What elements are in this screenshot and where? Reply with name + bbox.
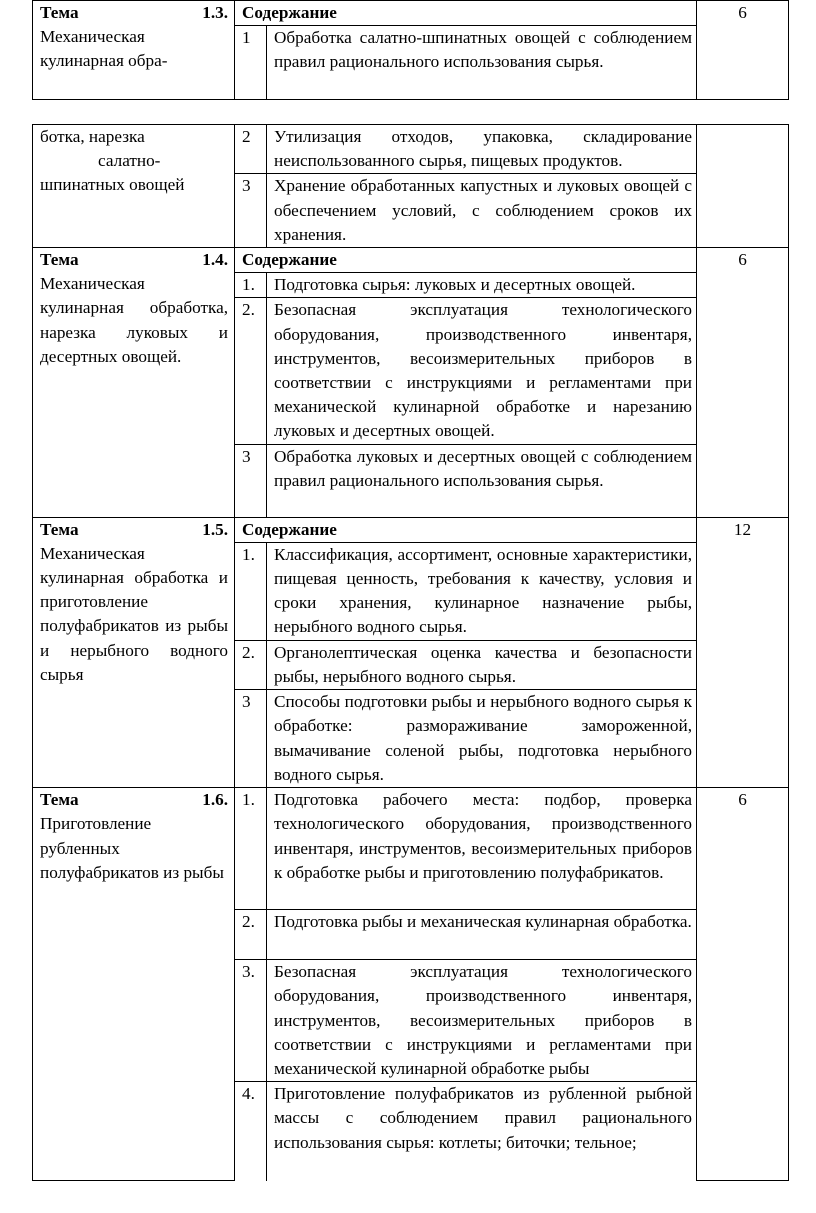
tema-title-continued-3: шпинатных овощей — [40, 175, 185, 195]
item-text: Безопасная эксплуатация технологического оборудования, производственного инвентаря, инструментов, весоизмерительных приборов в соответствии с инструкциями и регламентами при механической кулинарной обработке и нарезанию луковых и десертных овощей. — [267, 298, 697, 444]
tema-1-5-cell — [33, 517, 235, 788]
tema-1-6-cell — [33, 788, 235, 1181]
item-text: Обработка салатно-шпинатных овощей с соблюдением правил рационального использования сырья. — [267, 26, 697, 100]
item-number: 2. — [235, 298, 267, 444]
tema-1-3-continued-cell — [33, 125, 235, 248]
tema-title: Механическая кулинарная обработка и приготовление полуфабрикатов из рыбы и нерыбного водного сырья — [40, 543, 228, 684]
item-text: Утилизация отходов, упаковка, складирование неиспользованного сырья, пищевых продуктов. — [267, 125, 697, 174]
item-number: 1 — [235, 26, 267, 100]
item-text: Безопасная эксплуатация технологического оборудования, производственного инвентаря, инструментов, весоизмерительных приборов в соответствии с инструкциями и регламентами при механической кулинарной обработке рыбы — [267, 960, 697, 1082]
item-number: 2 — [235, 125, 267, 174]
tema-title-continued-1: ботка, нарезка — [40, 127, 145, 146]
item-text: Подготовка сырья: луковых и десертных овощей. — [267, 273, 697, 298]
item-text: Приготовление полуфабрикатов из рубленной рыбной массы с соблюдением правил рационального использования сырья: котлеты; биточки; тельное; — [267, 1082, 697, 1181]
item-text: Хранение обработанных капустных и луковых овощей с обеспечением условий, с соблюдением сроков их хранения. — [267, 174, 697, 248]
item-number: 3. — [235, 960, 267, 1082]
item-number: 2. — [235, 910, 267, 960]
content-header: Содержание — [235, 1, 697, 26]
tema-title: Механическая кулинарная обра- — [40, 27, 168, 71]
item-text: Подготовка рыбы и механическая кулинарная обработка. — [267, 910, 697, 960]
content-header: Содержание — [235, 248, 697, 273]
tema-label: Тема — [40, 3, 79, 22]
tema-number: 1.6. — [202, 790, 228, 810]
tema-label: Тема — [40, 250, 79, 270]
item-number: 3 — [235, 690, 267, 788]
hours-cell: 6 — [697, 248, 789, 518]
main-table — [32, 124, 789, 1181]
item-text: Подготовка рабочего места: подбор, проверка технологического оборудования, производственного инвентаря, инструментов, весоизмерительных приборов к обработке рыбы и приготовлению полуфабрикатов. — [267, 788, 697, 910]
tema-number: 1.5. — [202, 519, 228, 539]
item-number: 1. — [235, 273, 267, 298]
item-number: 1. — [235, 542, 267, 640]
item-text: Органолептическая оценка качества и безопасности рыбы, нерыбного водного сырья. — [267, 640, 697, 689]
hours-cell: 6 — [697, 788, 789, 1181]
tema-1-3-table — [32, 0, 789, 100]
item-text: Классификация, ассортимент, основные характеристики, пищевая ценность, требования к качеству, условия и сроки хранения, кулинарное назначение рыбы, нерыбного водного сырья. — [267, 542, 697, 640]
tema-title-continued-2: салатно- — [98, 151, 161, 171]
item-number: 3 — [235, 174, 267, 248]
tema-label: Тема — [40, 790, 79, 810]
item-number: 3 — [235, 444, 267, 517]
tema-title: Механическая кулинарная обработка, нарезка луковых и десертных овощей. — [40, 274, 228, 366]
hours-cell: 12 — [697, 517, 789, 788]
tema-number: 1.3. — [202, 3, 228, 22]
hours-cell: 6 — [697, 1, 789, 100]
tema-number: 1.4. — [202, 250, 228, 270]
tema-label: Тема — [40, 519, 79, 539]
item-number: 1. — [235, 788, 267, 910]
item-number: 4. — [235, 1082, 267, 1181]
item-text: Обработка луковых и десертных овощей с соблюдением правил рационального использования сырья. — [267, 444, 697, 517]
tema-1-3-cell — [33, 1, 235, 100]
item-number: 2. — [235, 640, 267, 689]
tema-1-4-cell — [33, 248, 235, 518]
tema-title: Приготовление рубленных полуфабрикатов из рыбы — [40, 814, 224, 882]
hours-cell — [697, 125, 789, 248]
content-header: Содержание — [235, 517, 697, 542]
item-text: Способы подготовки рыбы и нерыбного водного сырья к обработке: размораживание замороженной, вымачивание соленой рыбы, подготовка нерыбного водного сырья. — [267, 690, 697, 788]
